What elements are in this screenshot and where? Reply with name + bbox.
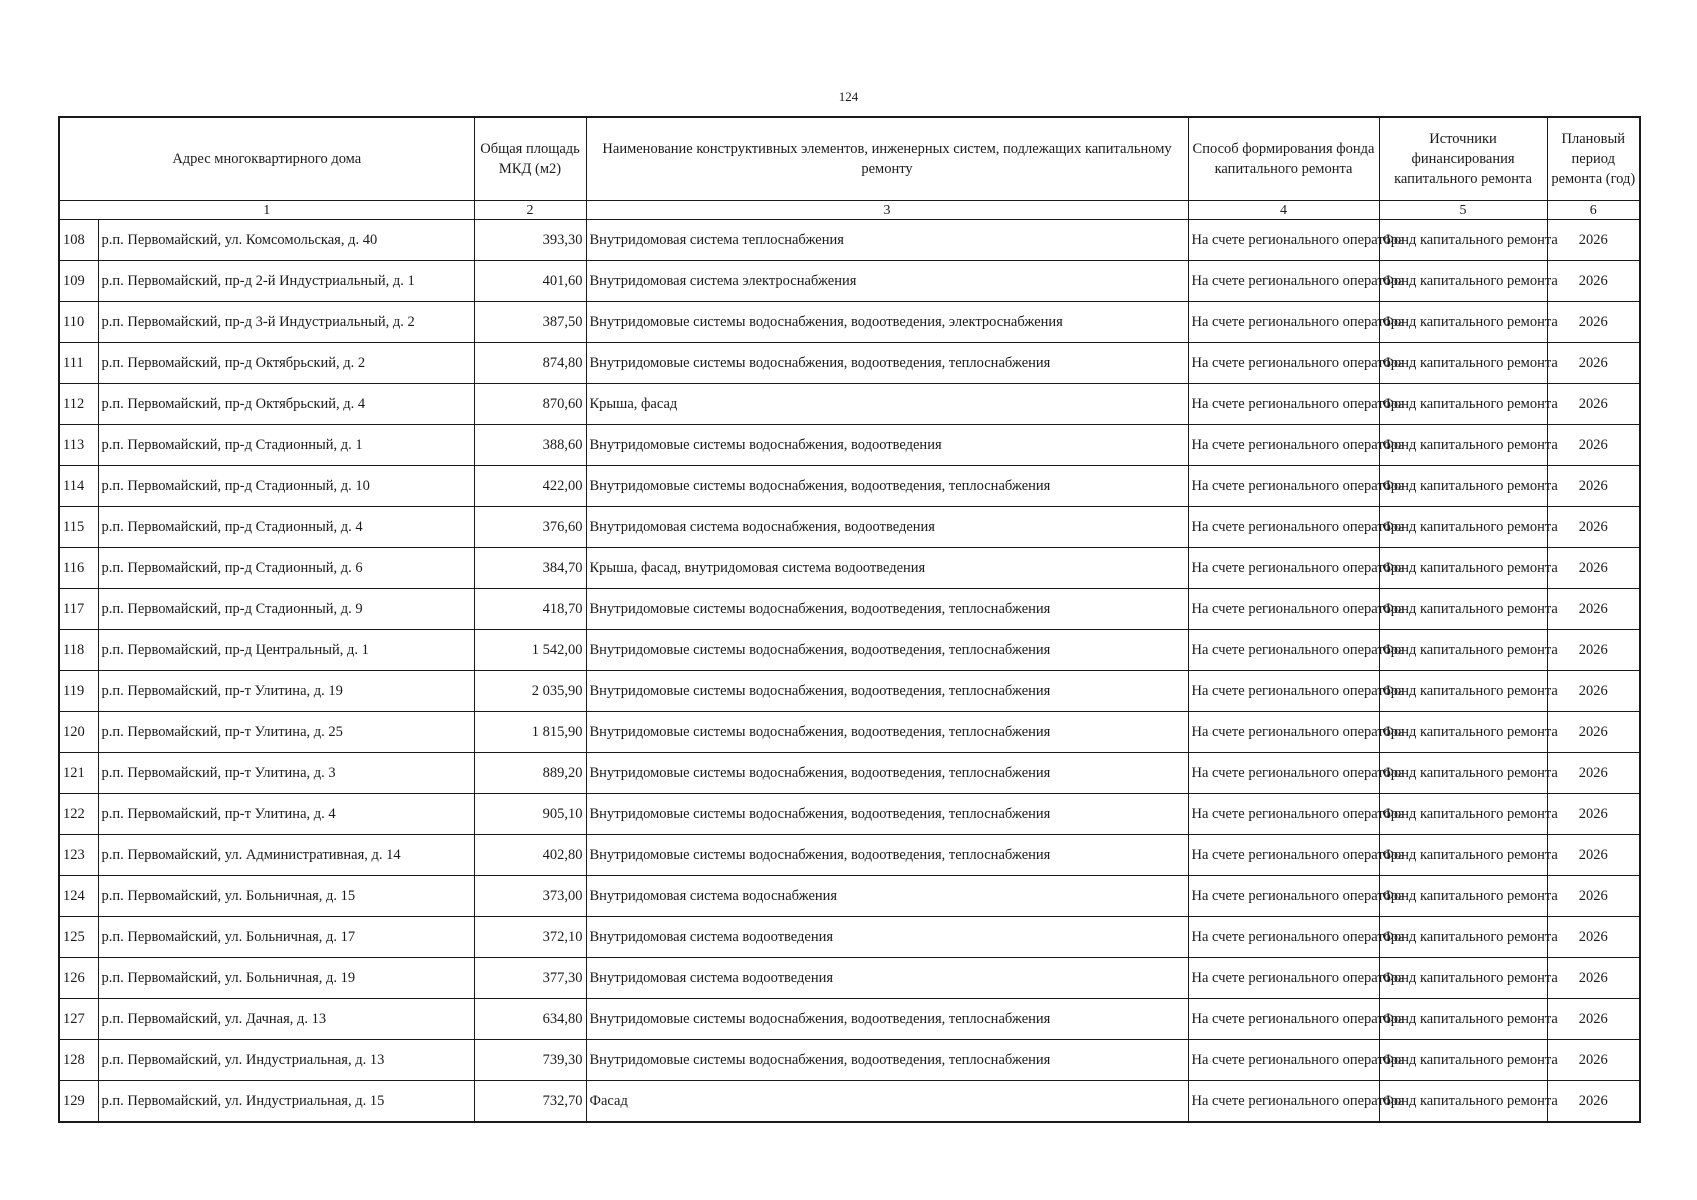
year-cell: 2026 bbox=[1547, 466, 1640, 507]
address-cell: р.п. Первомайский, пр-д 3-й Индустриальный, д. 2 bbox=[98, 302, 474, 343]
area-cell: 388,60 bbox=[474, 425, 586, 466]
source-cell: Фонд капитального ремонта bbox=[1379, 548, 1547, 589]
column-number: 3 bbox=[586, 201, 1188, 220]
year-cell: 2026 bbox=[1547, 548, 1640, 589]
source-cell: Фонд капитального ремонта bbox=[1379, 917, 1547, 958]
area-cell: 393,30 bbox=[474, 220, 586, 261]
table-body bbox=[59, 220, 1640, 1123]
address-cell: р.п. Первомайский, ул. Административная, д. 14 bbox=[98, 835, 474, 876]
address-cell: р.п. Первомайский, пр-д Стадионный, д. 10 bbox=[98, 466, 474, 507]
method-cell: На счете регионального оператора bbox=[1188, 630, 1379, 671]
address-cell: р.п. Первомайский, пр-д Стадионный, д. 1 bbox=[98, 425, 474, 466]
method-cell: На счете регионального оператора bbox=[1188, 302, 1379, 343]
method-cell: На счете регионального оператора bbox=[1188, 425, 1379, 466]
area-cell: 377,30 bbox=[474, 958, 586, 999]
elements-cell: Крыша, фасад, внутридомовая система водоотведения bbox=[586, 548, 1188, 589]
method-cell: На счете регионального оператора bbox=[1188, 343, 1379, 384]
source-cell: Фонд капитального ремонта bbox=[1379, 220, 1547, 261]
source-cell: Фонд капитального ремонта bbox=[1379, 384, 1547, 425]
column-number: 4 bbox=[1188, 201, 1379, 220]
year-cell: 2026 bbox=[1547, 712, 1640, 753]
elements-cell: Внутридомовая система водоотведения bbox=[586, 917, 1188, 958]
method-cell: На счете регионального оператора bbox=[1188, 917, 1379, 958]
source-cell: Фонд капитального ремонта bbox=[1379, 671, 1547, 712]
elements-cell: Внутридомовые системы водоснабжения, водоотведения, электроснабжения bbox=[586, 302, 1188, 343]
year-cell: 2026 bbox=[1547, 343, 1640, 384]
year-cell: 2026 bbox=[1547, 384, 1640, 425]
year-cell: 2026 bbox=[1547, 220, 1640, 261]
column-number: 5 bbox=[1379, 201, 1547, 220]
column-number: 2 bbox=[474, 201, 586, 220]
address-cell: р.п. Первомайский, ул. Дачная, д. 13 bbox=[98, 999, 474, 1040]
year-cell: 2026 bbox=[1547, 507, 1640, 548]
table-row bbox=[59, 261, 1640, 302]
row-number-cell: 113 bbox=[59, 425, 98, 466]
area-cell: 634,80 bbox=[474, 999, 586, 1040]
year-cell: 2026 bbox=[1547, 630, 1640, 671]
year-cell: 2026 bbox=[1547, 261, 1640, 302]
table-row bbox=[59, 876, 1640, 917]
row-number-cell: 110 bbox=[59, 302, 98, 343]
area-cell: 732,70 bbox=[474, 1081, 586, 1123]
table-row bbox=[59, 794, 1640, 835]
header-method: Способ формирования фонда капитального ремонта bbox=[1188, 117, 1379, 201]
table-row bbox=[59, 917, 1640, 958]
method-cell: На счете регионального оператора bbox=[1188, 712, 1379, 753]
elements-cell: Фасад bbox=[586, 1081, 1188, 1123]
table-row bbox=[59, 343, 1640, 384]
method-cell: На счете регионального оператора bbox=[1188, 835, 1379, 876]
row-number-cell: 115 bbox=[59, 507, 98, 548]
address-cell: р.п. Первомайский, ул. Больничная, д. 19 bbox=[98, 958, 474, 999]
table-row bbox=[59, 999, 1640, 1040]
table-row bbox=[59, 384, 1640, 425]
row-number-cell: 117 bbox=[59, 589, 98, 630]
method-cell: На счете регионального оператора bbox=[1188, 999, 1379, 1040]
area-cell: 2 035,90 bbox=[474, 671, 586, 712]
elements-cell: Крыша, фасад bbox=[586, 384, 1188, 425]
address-cell: р.п. Первомайский, ул. Больничная, д. 17 bbox=[98, 917, 474, 958]
method-cell: На счете регионального оператора bbox=[1188, 794, 1379, 835]
method-cell: На счете регионального оператора bbox=[1188, 507, 1379, 548]
row-number-cell: 119 bbox=[59, 671, 98, 712]
source-cell: Фонд капитального ремонта bbox=[1379, 1081, 1547, 1123]
row-number-cell: 109 bbox=[59, 261, 98, 302]
source-cell: Фонд капитального ремонта bbox=[1379, 425, 1547, 466]
method-cell: На счете регионального оператора bbox=[1188, 753, 1379, 794]
area-cell: 376,60 bbox=[474, 507, 586, 548]
elements-cell: Внутридомовые системы водоснабжения, водоотведения bbox=[586, 425, 1188, 466]
table-row bbox=[59, 671, 1640, 712]
row-number-cell: 121 bbox=[59, 753, 98, 794]
year-cell: 2026 bbox=[1547, 999, 1640, 1040]
method-cell: На счете регионального оператора bbox=[1188, 876, 1379, 917]
table-row bbox=[59, 466, 1640, 507]
header-source: Источники финансирования капитального ремонта bbox=[1379, 117, 1547, 201]
area-cell: 402,80 bbox=[474, 835, 586, 876]
row-number-cell: 114 bbox=[59, 466, 98, 507]
area-cell: 418,70 bbox=[474, 589, 586, 630]
area-cell: 372,10 bbox=[474, 917, 586, 958]
year-cell: 2026 bbox=[1547, 589, 1640, 630]
address-cell: р.п. Первомайский, пр-д Октябрьский, д. 2 bbox=[98, 343, 474, 384]
header-period: Плановый период ремонта (год) bbox=[1547, 117, 1640, 201]
row-number-cell: 111 bbox=[59, 343, 98, 384]
year-cell: 2026 bbox=[1547, 425, 1640, 466]
row-number-cell: 112 bbox=[59, 384, 98, 425]
area-cell: 1 815,90 bbox=[474, 712, 586, 753]
column-number: 1 bbox=[59, 201, 474, 220]
table-row bbox=[59, 589, 1640, 630]
row-number-cell: 128 bbox=[59, 1040, 98, 1081]
year-cell: 2026 bbox=[1547, 753, 1640, 794]
table-header bbox=[59, 117, 1640, 220]
source-cell: Фонд капитального ремонта bbox=[1379, 999, 1547, 1040]
year-cell: 2026 bbox=[1547, 302, 1640, 343]
elements-cell: Внутридомовая система теплоснабжения bbox=[586, 220, 1188, 261]
row-number-cell: 122 bbox=[59, 794, 98, 835]
row-number-cell: 126 bbox=[59, 958, 98, 999]
source-cell: Фонд капитального ремонта bbox=[1379, 630, 1547, 671]
row-number-cell: 108 bbox=[59, 220, 98, 261]
table-row bbox=[59, 835, 1640, 876]
elements-cell: Внутридомовые системы водоснабжения, водоотведения, теплоснабжения bbox=[586, 466, 1188, 507]
method-cell: На счете регионального оператора bbox=[1188, 671, 1379, 712]
area-cell: 874,80 bbox=[474, 343, 586, 384]
elements-cell: Внутридомовая система электроснабжения bbox=[586, 261, 1188, 302]
address-cell: р.п. Первомайский, пр-д Стадионный, д. 4 bbox=[98, 507, 474, 548]
table-row bbox=[59, 753, 1640, 794]
header-area: Общая площадь МКД (м2) bbox=[474, 117, 586, 201]
row-number-cell: 129 bbox=[59, 1081, 98, 1123]
year-cell: 2026 bbox=[1547, 1081, 1640, 1123]
table-row bbox=[59, 1081, 1640, 1123]
capital-repair-table bbox=[58, 116, 1641, 1123]
row-number-cell: 123 bbox=[59, 835, 98, 876]
page-number: 124 bbox=[838, 89, 859, 104]
address-cell: р.п. Первомайский, ул. Индустриальная, д. 13 bbox=[98, 1040, 474, 1081]
area-cell: 401,60 bbox=[474, 261, 586, 302]
address-cell: р.п. Первомайский, пр-т Улитина, д. 3 bbox=[98, 753, 474, 794]
area-cell: 373,00 bbox=[474, 876, 586, 917]
row-number-cell: 127 bbox=[59, 999, 98, 1040]
elements-cell: Внутридомовые системы водоснабжения, водоотведения, теплоснабжения bbox=[586, 630, 1188, 671]
elements-cell: Внутридомовые системы водоснабжения, водоотведения, теплоснабжения bbox=[586, 999, 1188, 1040]
method-cell: На счете регионального оператора bbox=[1188, 384, 1379, 425]
method-cell: На счете регионального оператора bbox=[1188, 1081, 1379, 1123]
table-row bbox=[59, 712, 1640, 753]
source-cell: Фонд капитального ремонта bbox=[1379, 589, 1547, 630]
elements-cell: Внутридомовые системы водоснабжения, водоотведения, теплоснабжения bbox=[586, 835, 1188, 876]
row-number-cell: 116 bbox=[59, 548, 98, 589]
header-elements: Наименование конструктивных элементов, инженерных систем, подлежащих капитальному ремонту bbox=[586, 117, 1188, 201]
method-cell: На счете регионального оператора bbox=[1188, 220, 1379, 261]
area-cell: 870,60 bbox=[474, 384, 586, 425]
area-cell: 905,10 bbox=[474, 794, 586, 835]
source-cell: Фонд капитального ремонта bbox=[1379, 712, 1547, 753]
address-cell: р.п. Первомайский, пр-т Улитина, д. 4 bbox=[98, 794, 474, 835]
header-row bbox=[59, 117, 1640, 201]
source-cell: Фонд капитального ремонта bbox=[1379, 753, 1547, 794]
elements-cell: Внутридомовые системы водоснабжения, водоотведения, теплоснабжения bbox=[586, 794, 1188, 835]
elements-cell: Внутридомовые системы водоснабжения, водоотведения, теплоснабжения bbox=[586, 712, 1188, 753]
address-cell: р.п. Первомайский, пр-д Стадионный, д. 9 bbox=[98, 589, 474, 630]
method-cell: На счете регионального оператора bbox=[1188, 548, 1379, 589]
column-number: 6 bbox=[1547, 201, 1640, 220]
source-cell: Фонд капитального ремонта bbox=[1379, 261, 1547, 302]
year-cell: 2026 bbox=[1547, 917, 1640, 958]
year-cell: 2026 bbox=[1547, 1040, 1640, 1081]
elements-cell: Внутридомовые системы водоснабжения, водоотведения, теплоснабжения bbox=[586, 671, 1188, 712]
area-cell: 384,70 bbox=[474, 548, 586, 589]
address-cell: р.п. Первомайский, ул. Больничная, д. 15 bbox=[98, 876, 474, 917]
table-row bbox=[59, 1040, 1640, 1081]
table-row bbox=[59, 548, 1640, 589]
method-cell: На счете регионального оператора bbox=[1188, 958, 1379, 999]
table-row bbox=[59, 630, 1640, 671]
elements-cell: Внутридомовая система водоотведения bbox=[586, 958, 1188, 999]
row-number-cell: 118 bbox=[59, 630, 98, 671]
row-number-cell: 124 bbox=[59, 876, 98, 917]
area-cell: 1 542,00 bbox=[474, 630, 586, 671]
address-cell: р.п. Первомайский, ул. Комсомольская, д. 40 bbox=[98, 220, 474, 261]
source-cell: Фонд капитального ремонта bbox=[1379, 1040, 1547, 1081]
method-cell: На счете регионального оператора bbox=[1188, 261, 1379, 302]
source-cell: Фонд капитального ремонта bbox=[1379, 958, 1547, 999]
area-cell: 387,50 bbox=[474, 302, 586, 343]
area-cell: 739,30 bbox=[474, 1040, 586, 1081]
elements-cell: Внутридомовая система водоснабжения bbox=[586, 876, 1188, 917]
table-row bbox=[59, 425, 1640, 466]
source-cell: Фонд капитального ремонта bbox=[1379, 876, 1547, 917]
area-cell: 422,00 bbox=[474, 466, 586, 507]
address-cell: р.п. Первомайский, пр-д Центральный, д. 1 bbox=[98, 630, 474, 671]
column-number-row bbox=[59, 201, 1640, 220]
row-number-cell: 120 bbox=[59, 712, 98, 753]
elements-cell: Внутридомовая система водоснабжения, водоотведения bbox=[586, 507, 1188, 548]
address-cell: р.п. Первомайский, пр-т Улитина, д. 25 bbox=[98, 712, 474, 753]
elements-cell: Внутридомовые системы водоснабжения, водоотведения, теплоснабжения bbox=[586, 1040, 1188, 1081]
table-row bbox=[59, 507, 1640, 548]
method-cell: На счете регионального оператора bbox=[1188, 1040, 1379, 1081]
address-cell: р.п. Первомайский, ул. Индустриальная, д. 15 bbox=[98, 1081, 474, 1123]
source-cell: Фонд капитального ремонта bbox=[1379, 507, 1547, 548]
table-row bbox=[59, 302, 1640, 343]
table-row bbox=[59, 958, 1640, 999]
source-cell: Фонд капитального ремонта bbox=[1379, 794, 1547, 835]
source-cell: Фонд капитального ремонта bbox=[1379, 835, 1547, 876]
address-cell: р.п. Первомайский, пр-т Улитина, д. 19 bbox=[98, 671, 474, 712]
method-cell: На счете регионального оператора bbox=[1188, 589, 1379, 630]
year-cell: 2026 bbox=[1547, 671, 1640, 712]
source-cell: Фонд капитального ремонта bbox=[1379, 466, 1547, 507]
year-cell: 2026 bbox=[1547, 794, 1640, 835]
header-address: Адрес многоквартирного дома bbox=[59, 117, 474, 201]
area-cell: 889,20 bbox=[474, 753, 586, 794]
address-cell: р.п. Первомайский, пр-д Октябрьский, д. 4 bbox=[98, 384, 474, 425]
year-cell: 2026 bbox=[1547, 958, 1640, 999]
elements-cell: Внутридомовые системы водоснабжения, водоотведения, теплоснабжения bbox=[586, 753, 1188, 794]
table-row bbox=[59, 220, 1640, 261]
source-cell: Фонд капитального ремонта bbox=[1379, 302, 1547, 343]
row-number-cell: 125 bbox=[59, 917, 98, 958]
source-cell: Фонд капитального ремонта bbox=[1379, 343, 1547, 384]
address-cell: р.п. Первомайский, пр-д Стадионный, д. 6 bbox=[98, 548, 474, 589]
address-cell: р.п. Первомайский, пр-д 2-й Индустриальный, д. 1 bbox=[98, 261, 474, 302]
year-cell: 2026 bbox=[1547, 876, 1640, 917]
method-cell: На счете регионального оператора bbox=[1188, 466, 1379, 507]
year-cell: 2026 bbox=[1547, 835, 1640, 876]
elements-cell: Внутридомовые системы водоснабжения, водоотведения, теплоснабжения bbox=[586, 589, 1188, 630]
elements-cell: Внутридомовые системы водоснабжения, водоотведения, теплоснабжения bbox=[586, 343, 1188, 384]
